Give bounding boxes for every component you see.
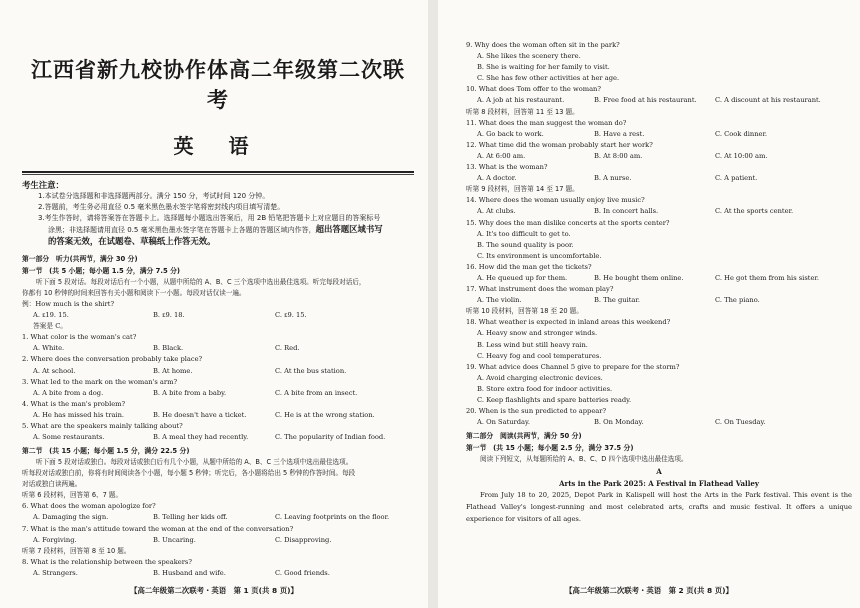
page-1 xyxy=(0,0,428,608)
option-b[interactable]: B. A bite from a baby. xyxy=(153,388,227,397)
question-17: 17. What instrument does the woman play? xyxy=(466,285,614,294)
option-a[interactable]: A. Strangers. xyxy=(33,568,78,577)
option-a[interactable]: A. He queued up for them. xyxy=(477,273,568,282)
option-a[interactable]: A. At clubs. xyxy=(477,207,516,216)
option-b[interactable]: B. In concert halls. xyxy=(594,207,659,216)
option-b[interactable]: B. ₤9. 18. xyxy=(153,311,185,320)
option-b[interactable]: B. He bought them online. xyxy=(594,273,684,282)
question-12: 12. What time did the woman probably start her work? xyxy=(466,140,653,149)
passage-title: Arts in the Park 2025: A Festival in Flathead Valley xyxy=(559,479,759,489)
section2-instruction: 听每段对话或独白前，你将有时间阅读各个小题，每小题 5 秒钟；听完后，各小题将给出 5 秒钟的作答时间。每段 xyxy=(22,469,356,478)
section3-heading: 第一节 (共 15 小题；每小题 2.5 分，满分 37.5 分) xyxy=(466,444,634,453)
option-c[interactable]: C. A patient. xyxy=(715,174,758,183)
options-12 xyxy=(466,151,852,162)
option-c[interactable]: C. ₤9. 15. xyxy=(275,311,307,320)
option-c[interactable]: C. Cook dinner. xyxy=(715,129,768,138)
section1-instruction: 听下面 5 段对话。每段对话后有一个小题，从题中所给的 A、B、C 三个选项中选出最佳选项。听完每段对话后， xyxy=(36,278,366,286)
notice-line-text: 涂黑；非选择题请用直径 0.5 毫米黑色墨水签字笔在答题卡上各题的答题区域内作答， xyxy=(48,226,316,234)
options-3 xyxy=(22,388,414,399)
option-c[interactable]: C. Keep flashlights and spare batteries ready. xyxy=(477,396,632,404)
option-b[interactable]: B. On Monday. xyxy=(594,418,644,427)
options-1 xyxy=(22,343,414,354)
option-a[interactable]: A. Damaging the sign. xyxy=(33,513,109,522)
option-c[interactable]: C. At 10:00 am. xyxy=(715,151,768,160)
option-b[interactable]: B. A meal they had recently. xyxy=(153,433,249,442)
notice-line: 3.考生作答时，请将答案答在答题卡上。选择题每小题选出答案后，用 2B 铅笔把答题卡上对应题目的答案标号 xyxy=(38,214,381,222)
option-c[interactable]: C. Leaving footprints on the floor. xyxy=(275,513,390,522)
option-c[interactable]: C. She has few other activities at her age. xyxy=(477,74,620,83)
option-a[interactable]: A. Heavy snow and stronger winds. xyxy=(477,329,598,338)
option-a[interactable]: A. At school. xyxy=(33,366,76,375)
question-16: 16. How did the man get the tickets? xyxy=(466,262,592,271)
material-note: 听第 9 段材料，回答第 14 至 17 题。 xyxy=(466,185,579,194)
option-a[interactable]: A. On Saturday. xyxy=(477,418,531,427)
option-a[interactable]: A. It's too difficult to get to. xyxy=(477,229,571,238)
option-c[interactable]: C. Red. xyxy=(275,344,300,353)
options-11 xyxy=(466,129,852,140)
question-14: 14. Where does the woman usually enjoy live music? xyxy=(466,196,645,205)
options-14 xyxy=(466,206,852,217)
question-13: 13. What is the woman? xyxy=(466,163,548,172)
options-8 xyxy=(22,568,414,579)
question-9: 9. Why does the woman often sit in the park? xyxy=(466,41,620,49)
option-a[interactable]: A. Forgiving. xyxy=(33,535,77,544)
option-a[interactable]: A. Avoid charging electronic devices. xyxy=(477,373,603,382)
question-11: 11. What does the man suggest the woman do? xyxy=(466,118,627,127)
option-c[interactable]: C. He is at the wrong station. xyxy=(275,410,375,419)
options-16 xyxy=(466,273,852,284)
option-c[interactable]: C. Its environment is uncomfortable. xyxy=(477,251,602,260)
part1-heading: 第一部分 听力(共两节，满分 30 分) xyxy=(22,255,138,263)
option-c[interactable]: C. At the bus station. xyxy=(275,366,347,375)
option-b[interactable]: B. Free food at his restaurant. xyxy=(594,96,697,105)
option-c[interactable]: C. Disapproving. xyxy=(275,535,332,544)
option-c[interactable]: C. A bite from an insect. xyxy=(275,388,358,397)
notice-line: 1.本试卷分选择题和非选择题两部分。满分 150 分，考试时间 120 分钟。 xyxy=(38,192,270,200)
option-a[interactable]: A. The violin. xyxy=(477,296,522,305)
options-6 xyxy=(22,512,414,523)
section2-heading: 第二节 (共 15 小题；每小题 1.5 分，满分 22.5 分) xyxy=(22,447,190,456)
options-20 xyxy=(466,417,852,428)
subject-title: 英 语 xyxy=(173,134,263,158)
notice-line: 2.答题前，考生务必用直径 0.5 毫米黑色墨水签字笔将密封线内项目填写清楚。 xyxy=(38,203,285,211)
section2-instruction: 对话或独白读两遍。 xyxy=(22,480,82,489)
option-c[interactable]: C. He got them from his sister. xyxy=(715,273,819,282)
option-b[interactable]: B. At home. xyxy=(153,366,193,375)
option-b[interactable]: B. Uncaring. xyxy=(153,535,196,544)
material-note: 听第 6 段材料，回答第 6、7 题。 xyxy=(22,491,123,500)
notice-heading: 考生注意： xyxy=(22,180,64,190)
question-20: 20. When is the sun predicted to appear? xyxy=(466,407,607,416)
options-5 xyxy=(22,432,414,443)
option-b[interactable]: B. Telling her kids off. xyxy=(153,513,228,522)
section1-instruction: 你都有 10 秒钟的时间来回答有关小题和阅读下一小题。每段对话仅读一遍。 xyxy=(22,289,246,297)
notice-line xyxy=(38,224,414,236)
option-a[interactable]: A. A job at his restaurant. xyxy=(477,96,565,105)
question-10: 10. What does Tom offer to the woman? xyxy=(466,85,601,94)
page-footer: 【高二年级第二次联考・英语 第 1 页(共 8 页)】 xyxy=(130,586,298,595)
option-a[interactable]: A. At 6:00 am. xyxy=(477,151,526,160)
options-4 xyxy=(22,410,414,421)
option-c[interactable]: C. Good friends. xyxy=(275,568,330,577)
question-7: 7. What is the man's attitude toward the woman at the end of the conversation? xyxy=(22,524,294,533)
question-19: 19. What advice does Channel 5 give to prepare for the storm? xyxy=(466,362,680,371)
option-a[interactable]: A. A doctor. xyxy=(477,174,517,183)
option-c[interactable]: C. Heavy fog and cool temperatures. xyxy=(477,351,602,360)
page-footer: 【高二年级第二次联考・英语 第 2 页(共 8 页)】 xyxy=(565,586,733,595)
option-a[interactable]: A. A bite from a dog. xyxy=(33,388,104,397)
option-c[interactable]: C. On Tuesday. xyxy=(715,418,766,427)
top-margin xyxy=(466,0,852,40)
option-b[interactable]: B. He doesn't have a ticket. xyxy=(153,410,247,419)
option-c[interactable]: C. A discount at his restaurant. xyxy=(715,96,821,105)
header-rule xyxy=(22,171,414,173)
header-rule-thin xyxy=(22,174,414,175)
question-15: 15. Why does the man dislike concerts at the sports center? xyxy=(466,218,670,227)
option-b[interactable]: B. Husband and wife. xyxy=(153,568,226,577)
option-b[interactable]: B. Less wind but still heavy rain. xyxy=(477,340,588,349)
material-note: 听第 8 段材料，回答第 11 至 13 题。 xyxy=(466,107,579,116)
material-note: 听第 7 段材料，回答第 8 至 10 题。 xyxy=(22,546,131,555)
question-1: 1. What color is the woman's cat? xyxy=(22,333,137,342)
example-options xyxy=(22,310,414,321)
section2-instruction: 听下面 5 段对话或独白。每段对话或独白后有几个小题，从题中所给的 A、B、C 三个选项中选出最佳选项。 xyxy=(36,458,353,467)
option-b[interactable]: B. Black. xyxy=(153,344,184,353)
options-7 xyxy=(22,535,414,546)
options-2 xyxy=(22,366,414,377)
question-8: 8. What is the relationship between the speakers? xyxy=(22,557,192,566)
notice-emphasis-line: 的答案无效，在试题卷、草稿纸上作答无效。 xyxy=(48,236,216,246)
passage-paragraph: From July 18 to 20, 2025, Depot Park in Kalispell will host the Arts in the Park festival. This event is the Flathead Valley's longest-running and most celebrated arts, crafts and music festival. It offers a unique experience for visitors of all ages. xyxy=(466,491,852,524)
notice-block xyxy=(22,191,414,247)
question-4: 4. What is the man's problem? xyxy=(22,399,126,408)
option-c[interactable]: C. The piano. xyxy=(715,296,760,305)
question-5: 5. What are the speakers mainly talking about? xyxy=(22,422,183,431)
page-2 xyxy=(438,0,860,608)
option-a[interactable]: A. Some restaurants. xyxy=(33,433,105,442)
option-a[interactable]: A. ₤19. 15. xyxy=(33,311,69,320)
option-b[interactable]: B. The guitar. xyxy=(594,296,641,305)
notice-emphasis: 超出答题区域书写 xyxy=(315,224,383,234)
section1-heading: 第一节 (共 5 小题；每小题 1.5 分，满分 7.5 分) xyxy=(22,267,180,275)
option-c[interactable]: C. At the sports center. xyxy=(715,207,794,216)
exam-title: 江西省新九校协作体高二年级第二次联考 xyxy=(31,58,405,112)
option-a[interactable]: A. White. xyxy=(33,344,65,353)
option-b[interactable]: B. At 8:00 am. xyxy=(594,151,643,160)
options-13 xyxy=(466,173,852,184)
example-answer: 答案是 C。 xyxy=(33,322,67,331)
option-c[interactable]: C. The popularity of Indian food. xyxy=(275,433,386,442)
question-18: 18. What weather is expected in inland areas this weekend? xyxy=(466,318,671,327)
question-2: 2. Where does the conversation probably take place? xyxy=(22,355,203,364)
section3-instruction: 阅读下列短文，从每题所给的 A、B、C、D 四个选项中选出最佳选项。 xyxy=(480,455,688,464)
option-b[interactable]: B. She is waiting for her family to visit. xyxy=(477,63,610,72)
passage-letter: A xyxy=(656,467,662,477)
page-gutter xyxy=(428,0,438,608)
question-3: 3. What led to the mark on the woman's arm? xyxy=(22,377,178,386)
option-b[interactable]: B. Have a rest. xyxy=(594,129,645,138)
option-b[interactable]: B. A nurse. xyxy=(594,174,632,183)
option-a[interactable]: A. Go back to work. xyxy=(477,129,544,138)
option-b[interactable]: B. Store extra food for indoor activities. xyxy=(477,384,613,393)
option-a[interactable]: A. He has missed his train. xyxy=(33,410,125,419)
question-6: 6. What does the woman apologize for? xyxy=(22,502,156,511)
part2-heading: 第二部分 阅读(共两节，满分 50 分) xyxy=(466,432,582,441)
material-note: 听第 10 段材料，回答第 18 至 20 题。 xyxy=(466,307,583,316)
example-question: 例：How much is the shirt? xyxy=(22,300,115,308)
options-17 xyxy=(466,295,852,306)
option-b[interactable]: B. The sound quality is poor. xyxy=(477,240,574,249)
option-a[interactable]: A. She likes the scenery there. xyxy=(477,52,581,61)
options-10 xyxy=(466,95,852,106)
